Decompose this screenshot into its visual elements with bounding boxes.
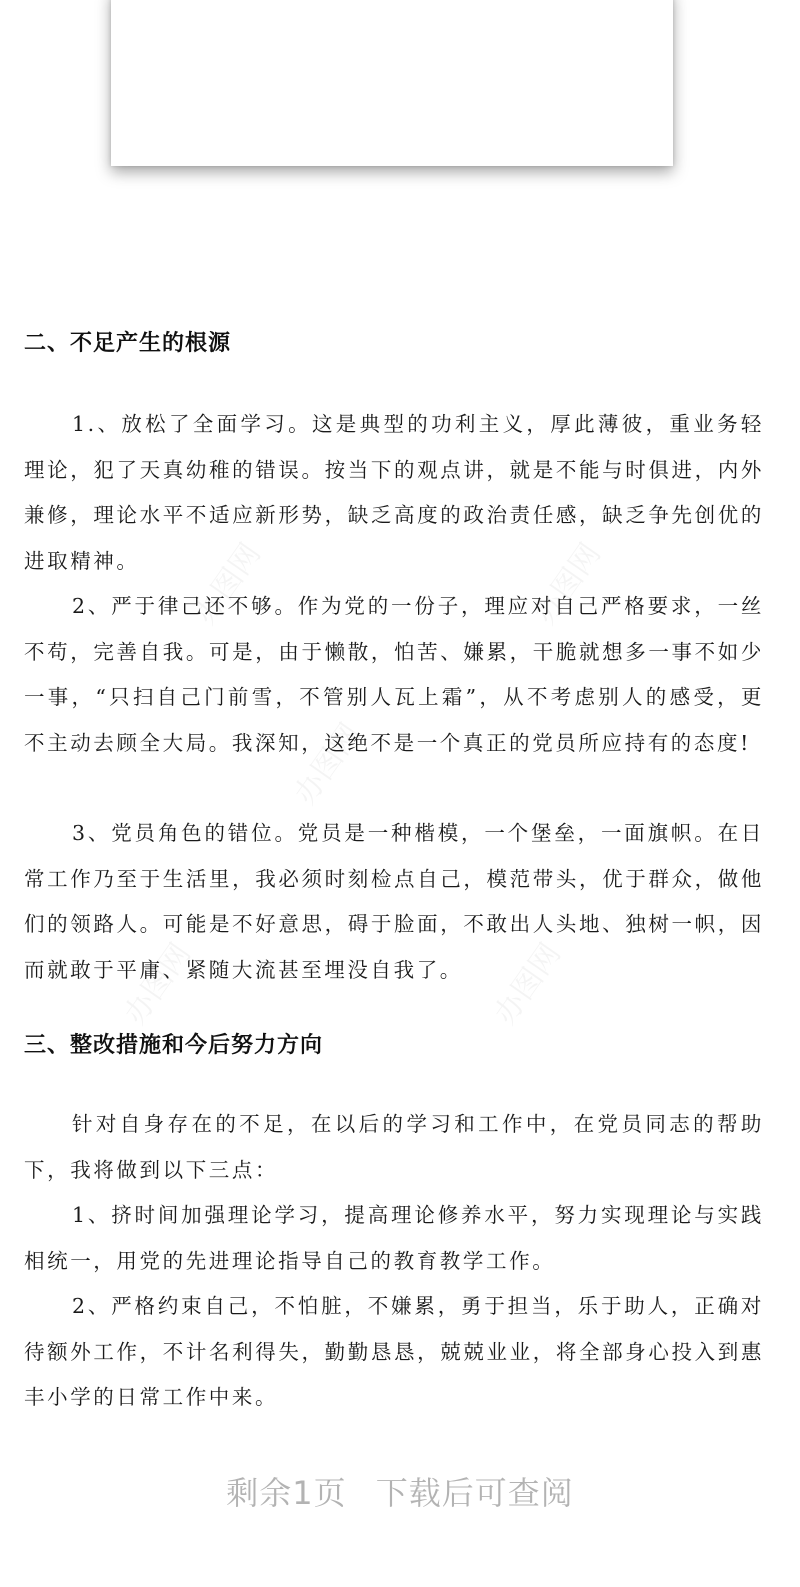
download-prompt[interactable] bbox=[0, 1468, 800, 1514]
paragraph-relaxed-learning: 1.、放松了全面学习。这是典型的功利主义，厚此薄彼，重业务轻理论，犯了天真幼稚的错误。按当下的观点讲，就是不能与时俱进，内外兼修，理论水平不适应新形势，缺乏高度的政治责任感，缺乏争先创优的进取精神。 bbox=[24, 412, 764, 573]
paragraph-self-discipline: 2、严于律己还不够。作为党的一份子，理应对自己严格要求，一丝不苟，完善自我。可是，由于懒散，怕苦、嫌累，干脆就想多一事不如少一事，“只扫自己门前雪，不管别人瓦上霜”，从不考虑别人的感受，更不主动去顾全大局。我深知，这绝不是一个真正的党员所应持有的态度! bbox=[24, 594, 764, 755]
section-heading-roots: 二、不足产生的根源 bbox=[24, 331, 232, 356]
paragraph-measure-1: 1、挤时间加强理论学习，提高理论修养水平，努力实现理论与实践相统一，用党的先进理论指导自己的教育教学工作。 bbox=[24, 1203, 764, 1273]
remaining-pages-label: 剩余1页 bbox=[226, 1474, 347, 1512]
download-hint-label: 下载后可查阅 bbox=[375, 1474, 574, 1512]
previous-page-card bbox=[111, 0, 673, 166]
paragraph-intro-measures: 针对自身存在的不足，在以后的学习和工作中，在党员同志的帮助下，我将做到以下三点： bbox=[24, 1112, 764, 1182]
paragraph-role-misplacement: 3、党员角色的错位。党员是一种楷模，一个堡垒，一面旗帜。在日常工作乃至于生活里，我必须时刻检点自己，模范带头，优于群众，做他们的领路人。可能是不好意思，碍于脸面，不敢出人头地、独树一帜，因而就敢于平庸、紧随大流甚至埋没自我了。 bbox=[24, 821, 764, 982]
paragraph-measure-2: 2、严格约束自己，不怕脏，不嫌累，勇于担当，乐于助人，正确对待额外工作，不计名利得失，勤勤恳恳，兢兢业业，将全部身心投入到惠丰小学的日常工作中来。 bbox=[24, 1294, 764, 1409]
section-heading-measures: 三、整改措施和今后努力方向 bbox=[24, 1033, 324, 1058]
